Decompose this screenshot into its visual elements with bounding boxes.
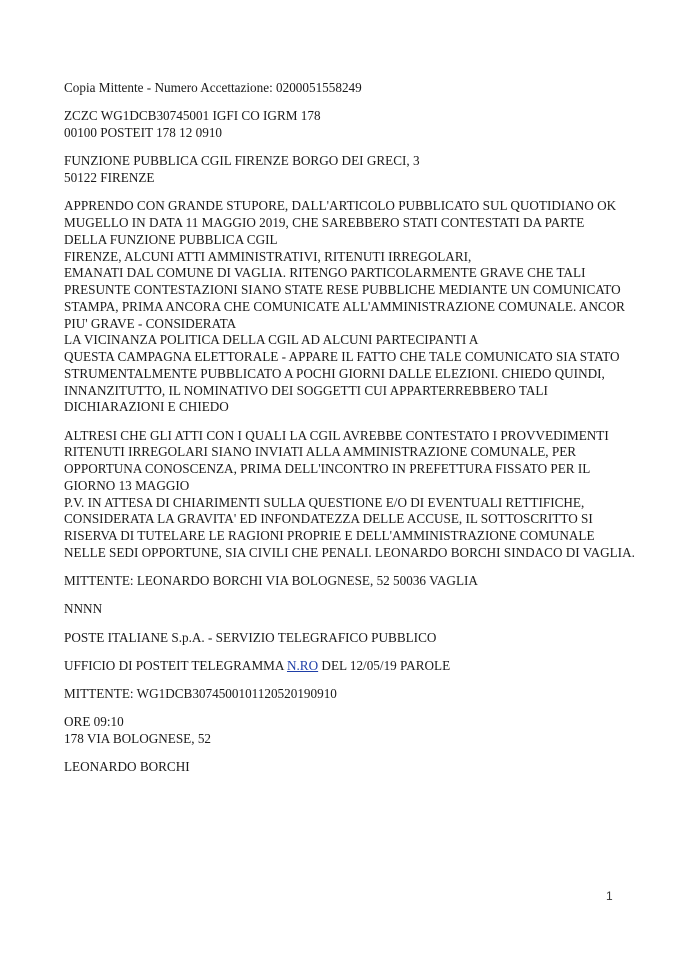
office-line <box>64 658 644 675</box>
body-line: INNANZITUTTO, IL NOMINATIVO DEI SOGGETTI CUI APPARTERREBBERO TALI <box>64 382 548 398</box>
body-line: ALTRESI CHE GLI ATTI CON I QUALI LA CGIL AVREBBE CONTESTATO I PROVVEDIMENTI <box>64 427 609 443</box>
address-line: 178 VIA BOLOGNESE, 52 <box>64 731 212 746</box>
acceptance-header <box>64 80 644 97</box>
recipient-line: 50122 FIRENZE <box>64 170 155 185</box>
body-line: DICHIARAZIONI E CHIEDO <box>64 399 229 415</box>
recipient-block <box>64 153 644 187</box>
signature-paragraph <box>64 759 644 776</box>
body-line: PIU' GRAVE - CONSIDERATA <box>64 315 237 331</box>
end-marker <box>64 601 644 618</box>
body-line: MUGELLO IN DATA 11 MAGGIO 2019, CHE SAREBBERO STATI CONTESTATI DA PARTE <box>64 215 585 230</box>
sender-paragraph <box>64 573 644 590</box>
body-paragraph-1 <box>64 198 644 416</box>
body-line: FIRENZE, ALCUNI ATTI AMMINISTRATIVI, RITENUTI IRREGOLARI, <box>64 248 472 264</box>
telegram-number-link[interactable]: N.RO <box>286 657 319 673</box>
body-line: NELLE SEDI OPPORTUNE, SIA CIVILI CHE PENALI. LEONARDO BORCHI SINDACO DI VAGLIA. <box>64 544 635 560</box>
body-line: EMANATI DAL COMUNE DI VAGLIA. RITENGO PARTICOLARMENTE GRAVE CHE TALI <box>64 265 586 281</box>
office-line-suffix: DEL 12/05/19 PAROLE <box>318 657 451 673</box>
body-line: STAMPA, PRIMA ANCORA CHE COMUNICATE ALL'AMMINISTRAZIONE COMUNALE. ANCOR <box>64 298 625 314</box>
recipient-line: FUNZIONE PUBBLICA CGIL FIRENZE BORGO DEI GRECI, 3 <box>64 153 420 169</box>
routing-block <box>64 108 644 142</box>
body-line: CONSIDERATA LA GRAVITA' ED INFONDATEZZA DELLE ACCUSE, IL SOTTOSCRITTO SI <box>64 511 593 527</box>
body-line: QUESTA CAMPAGNA ELETTORALE - APPARE IL FATTO CHE TALE COMUNICATO SIA STATO <box>64 349 620 364</box>
body-line: DELLA FUNZIONE PUBBLICA CGIL <box>64 231 278 247</box>
time-address-block <box>64 714 644 748</box>
body-line: PRESUNTE CONTESTAZIONI SIANO STATE RESE PUBBLICHE MEDIANTE UN COMUNICATO <box>64 282 621 297</box>
body-line: P.V. IN ATTESA DI CHIARIMENTI SULLA QUESTIONE E/O DI EVENTUALI RETTIFICHE, <box>64 494 585 510</box>
office-paragraph <box>64 658 644 675</box>
body-line: OPPORTUNA CONOSCENZA, PRIMA DELL'INCONTRO IN PREFETTURA FISSATO PER IL <box>64 461 591 476</box>
end-marker-text: NNNN <box>64 601 103 617</box>
body-line: APPRENDO CON GRANDE STUPORE, DALL'ARTICOLO PUBBLICATO SUL QUOTIDIANO OK <box>64 198 617 214</box>
office-line-prefix: UFFICIO DI POSTEIT TELEGRAMMA <box>64 657 287 673</box>
acceptance-number: Copia Mittente - Numero Accettazione: 0200051558249 <box>64 80 362 95</box>
body-line: LA VICINANZA POLITICA DELLA CGIL AD ALCUNI PARTECIPANTI A <box>64 332 479 348</box>
body-line: GIORNO 13 MAGGIO <box>64 477 190 493</box>
signature: LEONARDO BORCHI <box>64 759 190 775</box>
body-line: RITENUTI IRREGOLARI SIANO INVIATI ALLA AMMINISTRAZIONE COMUNALE, PER <box>64 444 577 460</box>
page-number: 1 <box>606 889 613 903</box>
telegram-content <box>64 80 644 788</box>
service-paragraph <box>64 630 644 647</box>
routing-line: 00100 POSTEIT 178 12 0910 <box>64 125 223 140</box>
time-line: ORE 09:10 <box>64 714 124 730</box>
sender-line: MITTENTE: LEONARDO BORCHI VIA BOLOGNESE, 52 50036 VAGLIA <box>64 573 478 588</box>
sender-code-paragraph <box>64 686 644 703</box>
body-line: STRUMENTALMENTE PUBBLICATO A POCHI GIORNI DALLE ELEZIONI. CHIEDO QUINDI, <box>64 365 605 381</box>
sender-code: MITTENTE: WG1DCB3074500101120520190910 <box>64 686 337 701</box>
body-line: RISERVA DI TUTELARE LE RAGIONI PROPRIE E DELL'AMMINISTRAZIONE COMUNALE <box>64 528 595 543</box>
service-name: POSTE ITALIANE S.p.A. - SERVIZIO TELEGRAFICO PUBBLICO <box>64 629 437 645</box>
body-paragraph-2 <box>64 428 644 562</box>
routing-line: ZCZC WG1DCB30745001 IGFI CO IGRM 178 <box>64 108 321 124</box>
